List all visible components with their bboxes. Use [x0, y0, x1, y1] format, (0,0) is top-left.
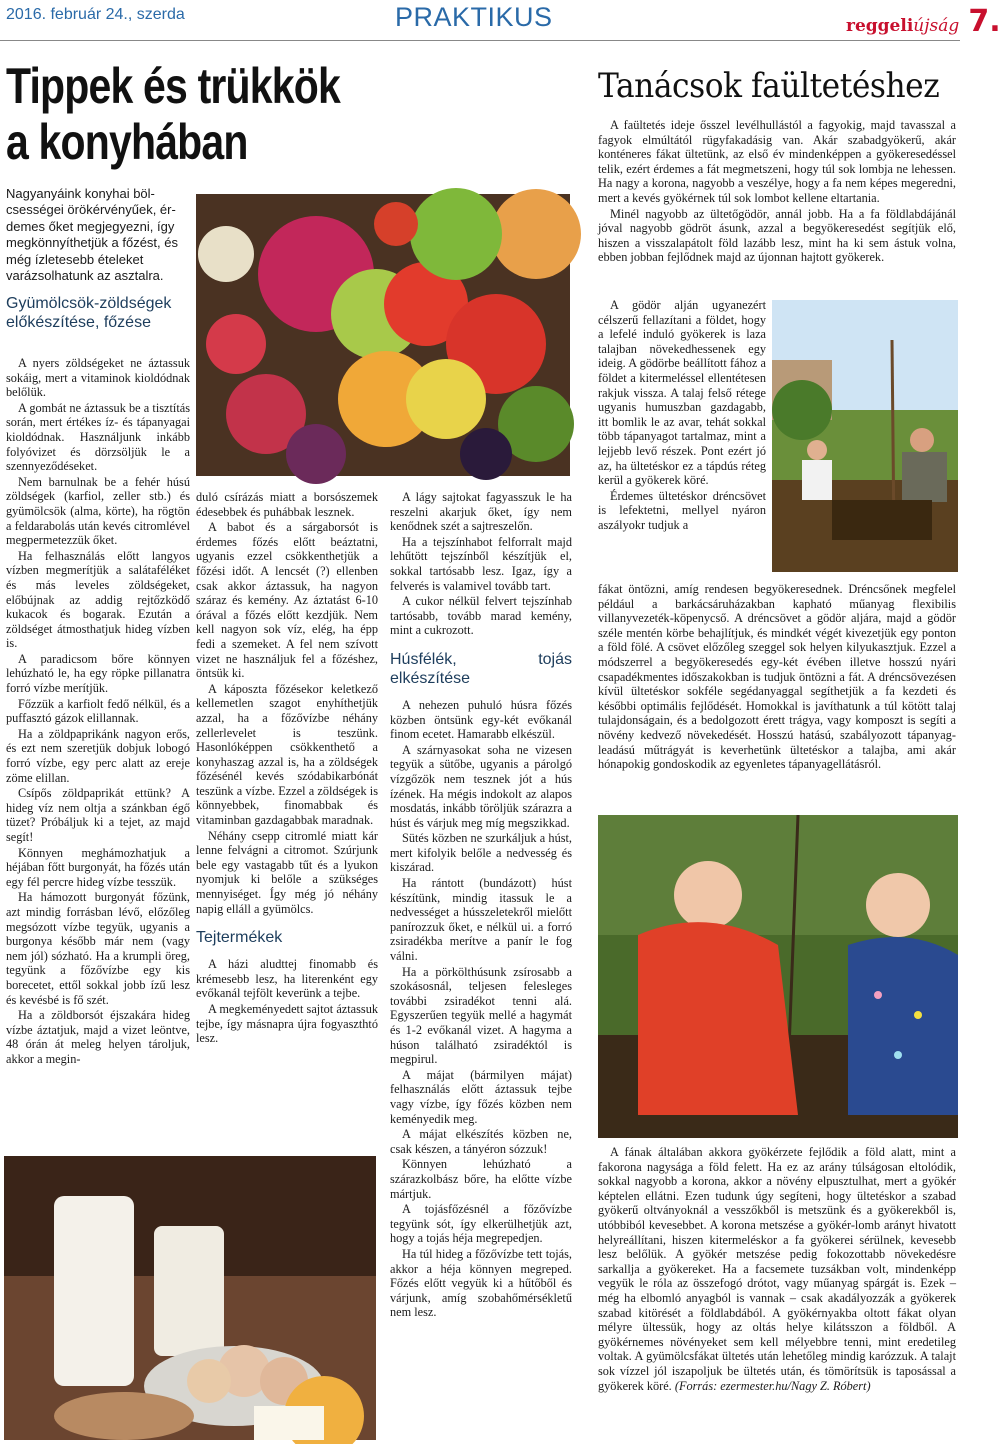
paragraph: A paradicsom bőre könnyen lehúzható le, ha egy röpke pillanatra forró vízbe merítjük.: [6, 651, 190, 696]
paragraph: Ha a zöldpaprikánk nagyon erős, és ezt nem szeretjük dobjuk lobogó forró vízbe, egy perc alatt az ereje zöme elillan.: [6, 726, 190, 785]
paragraph: Ha felhasználás előtt langyos vízben megmerítjük a salátaféléket és más leveles zöldségeket, előbújnak az addig rejtőzködő kukacok és bogarak. Ezután a zöldséget átmosthatjuk hideg vízben is.: [6, 548, 190, 651]
subhead-meat: Húsfélék, tojás elkészítése: [390, 650, 572, 687]
right-title: Tanácsok faültetéshez: [598, 66, 940, 106]
paragraph: Néhány csepp citromlé miatt kár lenne felvágni a citromot. Szúrjunk bele egy vastagabb tűt és a lyukon nyomjuk ki belőle a szükséges mennyiséget. Így még jó néhány napig elláll a gyümölcs.: [196, 828, 378, 916]
paragraph: duló csírázás miatt a borsószemek édesebbek és puhábbak lesznek.: [196, 490, 378, 519]
paragraph: A májat elkészítés közben ne, csak készen, a tányéron sózzuk!: [390, 1127, 572, 1156]
paragraph: A káposzta főzésekor keletkező kellemetlen szagot enyhíthetjük azzal, ha a főzővízbe néhány zellerlevelet is teszünk. Hasonlóképpen csökkenthető a konyhaszag azzal is, ha a zöldségek főzésénél kevés szódabikarbónát teszünk a vízbe. Ezzel a zöldségek is könnyebbek, finomabbak és vitaminban gazdagabbak maradnak.: [196, 681, 378, 828]
paragraph: A faültetés ideje ősszel levélhullástól a fagyokig, majd tavasszal a fagyok elmúltától rügyfakadásig van. Akár szabadgyökerű, akár konténeres fákat ültetünk, az első év mindenképpen a gyökeresedéssel telik, ezért érdemes a fát megmetszeni, hogy túl sok lombja ne lehessen. Ha nagy a korona, nagyobb a veszélye, hogy a fa nem képes megeredni, mert a kevés gyökérnek túl sok lombot kellene eltartania.: [598, 118, 956, 205]
tree-planting-children-photo: [598, 815, 958, 1138]
planting-children-illustration: [598, 815, 958, 1138]
paper-name-b: újság: [913, 16, 960, 36]
fruit-vegetables-photo: [196, 194, 570, 476]
paragraph: Ha a zöldborsót éjszakára hideg vízbe áztatjuk, majd a vizet leöntve, 48 órán át meleg helyen tároljuk, akkor a megin-: [6, 1008, 190, 1066]
dairy-illustration: [4, 1156, 376, 1440]
column-1: [6, 356, 190, 1068]
paragraph: A megkeményedett sajtot áztassuk tejbe, így másnapra újra fogyaszthtó lesz.: [196, 1002, 378, 1046]
paragraph: Csípős zöldpaprikát ettünk? A hideg víz nem oltja a szánkban égő tüzet? Próbáljuk ki a tejet, az majd segít!: [6, 786, 190, 844]
article-title-line1: Tippek és trükkök: [6, 58, 340, 114]
article-title-line2: a konyhában: [6, 114, 248, 170]
source-credit: (Forrás: ezermester.hu/Nagy Z. Róbert): [674, 1378, 871, 1393]
paragraph: Könnyen lehúzható a szárazkolbász bőre, ha előtte vízbe mártjuk.: [390, 1157, 572, 1201]
paragraph: Nem barnulnak be a fehér húsú zöldségek (karfiol, zeller stb.) és gyümölcsök (alma, körte), ha rögtön a feldarabolás után kevés citromlével megpermetezzük őket.: [6, 474, 190, 548]
right-top-text: [598, 118, 956, 266]
tree-planting-adults-photo: [772, 300, 958, 572]
paragraph: Ha a tejszínhabot felforralt majd lehűtött tejszínből készítjük el, sokkal tartósabb lesz. Igaz, így a felverés is valamivel tovább tart.: [390, 534, 572, 593]
column-3: [390, 490, 572, 1321]
paragraph: A nehezen puhuló húsra főzés közben öntsünk egy-két evőkanál finom ecetet. Hamarabb elkészül.: [390, 697, 572, 742]
paragraph: Ha hámozott burgonyát főzünk, azt mindig forrásban lévő, előzőleg megsózott vízbe tegyük, ugyanis a burgonya később már nem (vagy nem jól) sózható. Ha a krumpli öreg, tegyünk a főzővízbe egy kis borecetet, ettől sokkal jobb ízű lesz és kevésbé is fő szét.: [6, 890, 190, 1007]
paragraph: Ha rántott (bundázott) húst készítünk, mindig itassuk le a nedvességet a hússzeletekről mielőtt panírozzuk őket, e nélkül ui. a forró zsiradékba merítve a panír le fog válni.: [390, 876, 572, 964]
paragraph: Minél nagyobb az ültetőgödör, annál jobb. Ha a fa földlabdájánál jóval nagyobb gödröt ásunk, azzal a begyökeresedést segítjük elő, hiszen a visszalapátolt föld lazább lesz, mint ha ki sem ástuk volna, ebben jobban fejlődnek majd az újonnan hajtott gyökerek.: [598, 206, 956, 265]
subhead-produce: Gyümölcsök-zöldségek előkészítése, főzése: [6, 295, 172, 331]
right-wrap-text: [598, 298, 766, 534]
paragraph: Könnyen meghámozhatjuk a héjában főtt burgonyát, ha főzés után egy fél percre hideg vízbe tesszük.: [6, 845, 190, 889]
fruit-illustration: [196, 194, 570, 476]
subhead-dairy: Tejtermékek: [196, 929, 283, 947]
paragraph: [598, 1145, 956, 1393]
masthead: [846, 4, 1001, 39]
bottom-paragraph-text: A fának általában akkora gyökérzete fejlődik a föld alatt, mint a fakorona nagysága a föld felett. Ha ez az arány túlságosan eltolódik, sokkal nagyobb a korona, akkor a növény elpusztulhat, mert a gyökér képtelen ellátni. Ezen tudunk úgy segíteni, hogy ültetéskor a szabad gyökerű oltványoknál a vesszőkből is metszünk és a gyökerekből is, utóbbiból kevesebbet. A korona metszése a gyökér-lomb arányt hivatott helyreállítani, hiszen kitermeléskor a fa gyökerei sérülnek, kevesebb lesz belőlük. A gyökér metszése pedig fokozottabb növekedésre sarkallja a gyökereket. Ha a facsemete tuzsákban volt, mindenképp vegyük le róla az összefogó drótot, vagy műanyag spárgát is. Ezek – még ha elbomló anyagból is vannak – csak akadályozzák a gyökerek szabad kitörését a földlabdából. A gyökérnyakba oltott fákat olyan mélyre ültessük, hogy az oltás helye kilátsszon a földből. A gyökérnemes növényeket sem kell mélyebbre tenni, mint eredetileg voltak. A gyümölcsfákat ültetés után lehetőleg mindig karózzuk. A talajt sok vízzel jól iszapoljuk be ültetés után, és tömörítsük is taposással a gyökerek köré.: [598, 1145, 956, 1393]
article-lead: Nagyanyáink konyhai böl-csességei örökérvényűek, ér-demes őket megjegyezni, így megkönnyíthetjük a főzést, és még ízletesebb ételeket varázsolhatunk az asztalra.: [6, 186, 178, 284]
planting-adults-illustration: [772, 300, 958, 572]
paragraph: Főzzük a karfiolt fedő nélkül, és a puffasztó gázok elillannak.: [6, 696, 190, 726]
header-date: 2016. február 24., szerda: [6, 6, 185, 23]
paragraph: Ha a pörkölthúsunk zsírosabb a szokásosnál, teljesen felesleges további zsiradékot tenni alá. Egyszerűen tegyük mellé a hagymát és 1-2 evőkanál vizet. A hagyma a húson található zsiradéktól is megpirul.: [390, 964, 572, 1067]
dairy-products-photo: [4, 1156, 376, 1440]
paragraph: Ha túl hideg a főzővízbe tett tojás, akkor a héja könnyen megreped. Főzés előtt vegyük ki a hűtőből és várjunk, amíg szobahőmérsékletű nem lesz.: [390, 1246, 572, 1320]
paragraph: A lágy sajtokat fagyasszuk le ha reszelni akarjuk őket, így nem kenődnek szét a sajtreszelőn.: [390, 490, 572, 534]
paragraph: Sütés közben ne szurkáljuk a húst, mert kifolyik belőle a nedvesség és kiszárad.: [390, 831, 572, 875]
right-bottom-text: [598, 1145, 956, 1394]
paper-name-a: reggeli: [846, 16, 914, 36]
paragraph: A cukor nélkül felvert tejszínhab tartósabb, tovább marad kemény, mint a cukrozott.: [390, 594, 572, 638]
paragraph: A nyers zöldségeket ne áztassuk sokáig, mert a vitaminok kioldódnak belőlük.: [6, 356, 190, 400]
header-rule: [0, 40, 960, 41]
paragraph: A tojásfőzésnél a főzővízbe tegyünk sót, így elkerülhetjük azt, hogy a tojás héja megrepedjen.: [390, 1202, 572, 1246]
paragraph: A gombát ne áztassuk be a tisztítás során, mert értékes íz- és tápanyagai kioldódnak. Használjunk inkább folyóvizet és dörzsöljük le a szennyeződéseket.: [6, 400, 190, 474]
paragraph: A babot és a sárgaborsót is érdemes főzés előtt beáztatni, ugyanis ezzel csökkenthetjük a főzési időt. A lencsét (?) ellenben csak akkor áztassuk, ha nagyon száraz és kemény. Az áztatást 6-10 órával a főzés előtt kezdjük. Nem kell nagyon sok víz, elég, ha épp fedi a szemeket. A fel nem szívott vizet ne használjuk fel a főzéshez, öntsük ki.: [196, 520, 378, 681]
right-mid-text: fákat öntözni, amíg rendesen begyökeresednek. Dréncsőnek megfelel például a barkácsáruházakban kapható műanyag flexibilis villanyvezeték-köpenycső. A dréncsövet a gödör aljára, majd a gödör széle mentén körbe behajlítjuk, és mindkét végét kivezetjük egy ponton a föld fölé. A csövet előzőleg szeggel sok helyen kilyukasztjuk. Ezzel a módszerrel a begyökeresedés egy-két évében illetve hosszú nyári csapadékmentes időszakokban is tudjuk öntözni a fát. A dréncsövezésen kívül ültetéskor sokféle segédanyaggal segíthetjük a fa kezdeti és későbbi optimális fejlődését. Homokkal is javíthatunk a túl kötött talaj tulajdonságain, és a bedolgozott érett trágya, vagy komposzt is segíti a növény kedvező növekedését. Hosszú hatású, szabályozott tápanyag-leadású műtrágyát is keverhetünk ültetéskor a talajba, ami akár hónapokig gondoskodik az egyenletes tápanyagellátásról.: [598, 582, 956, 772]
paragraph: A házi aludttej finomabb és krémesebb lesz, ha literenként egy evőkanál tejfölt keverünk a tejbe.: [196, 957, 378, 1001]
paragraph: A szárnyasokat soha ne vizesen tegyük a sütőbe, ugyanis a párolgó vízgőzök nem tesznek jót a hús ízének. Ha mégis indokolt az alapos mosdatás, inkább töröljük szárazra a húst és várjuk meg míg megszikkad.: [390, 742, 572, 830]
page-number: 7.: [968, 4, 1001, 39]
paragraph: A májat (bármilyen májat) felhasználás előtt áztassuk tejbe vagy vízbe, így főzés közben nem keményedik meg.: [390, 1067, 572, 1126]
column-2: [196, 490, 378, 1047]
paragraph: A gödör alján ugyanezért célszerű fellazítani a földet, hogy a lefelé induló gyökerek is laza talajban növekedhessenek egy ideig. A gödörbe beállított fához a földet a kitermeléssel ellentétesen rakjuk vissza. A talaj felső rétege ugyanis humuszban gazdagabb, itt bomlik le az avar, tehát sokkal több tápanyagot tartalmaz, mint a lejjebb levő részek. Pont ezért jó az, ha ültetéskor ez a tápdús réteg kerül a gyökerek köré.: [598, 298, 766, 488]
paragraph: Érdemes ültetéskor dréncsövet is lefektetni, mellyel nyáron aszályokr tudjuk a: [598, 488, 766, 532]
article-title: [6, 58, 367, 170]
section-title: PRAKTIKUS: [395, 2, 553, 32]
